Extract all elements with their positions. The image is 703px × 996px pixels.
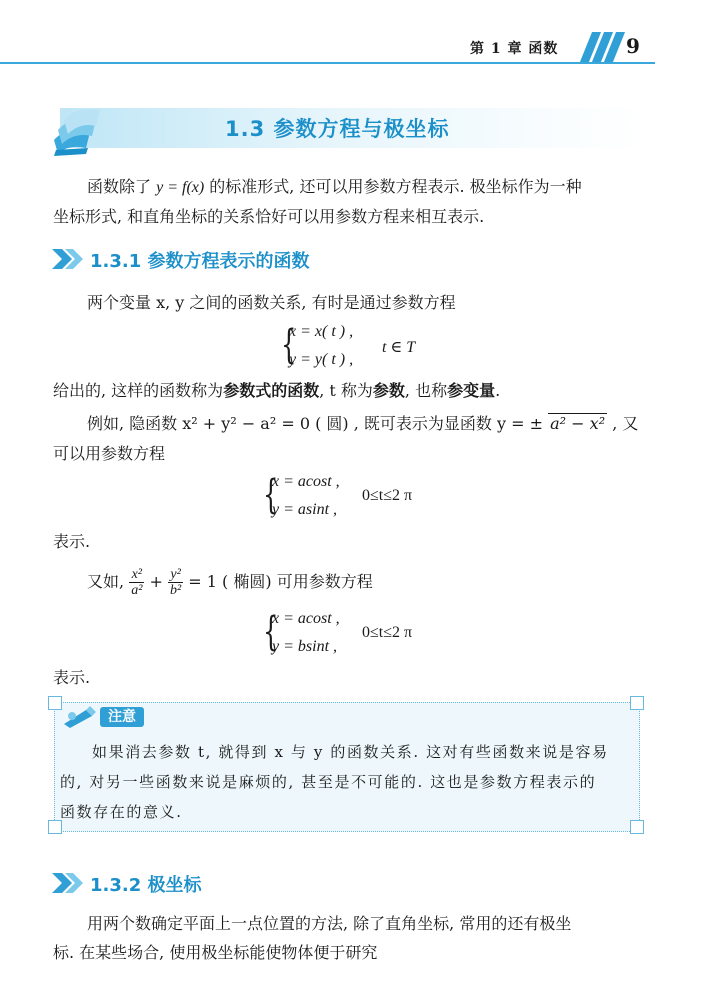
def-text: .	[495, 381, 501, 400]
polar-line-1: 用两个数确定平面上一点位置的方法, 除了直角坐标, 常用的还有极坐	[87, 914, 572, 933]
example-1-line-2: 可以用参数方程	[53, 444, 166, 463]
sys3-eq2: y = bsint ,	[272, 638, 338, 655]
header-rule	[0, 62, 655, 64]
brace-3: {	[263, 609, 279, 655]
page-number: 9	[626, 34, 640, 58]
polar-line-2: 标. 在某些场合, 使用极坐标能使物体便于研究	[53, 943, 378, 962]
sys2-condition: 0≤t≤2 π	[362, 487, 413, 504]
plus-sign: +	[149, 572, 163, 591]
note-label: 注意	[100, 707, 144, 727]
sys3-condition: 0≤t≤2 π	[362, 624, 413, 641]
double-chevron-icon	[52, 873, 86, 893]
pencil-icon	[62, 706, 98, 728]
frac-den: b²	[169, 583, 182, 598]
frac-num: y²	[168, 567, 183, 583]
sys1-eq1: x = x( t ) ,	[289, 323, 354, 340]
sys2-eq1: x = acost ,	[272, 473, 340, 490]
example-text: 例如, 隐函数 x² + y² − a² = 0 ( 圆) , 既可表示为显函数 y = ±	[87, 414, 549, 433]
def-term: 参变量	[447, 381, 496, 400]
frac-den: a²	[131, 583, 143, 598]
sqrt-expression: a² − x²	[550, 414, 606, 433]
fraction-x	[129, 567, 144, 598]
frac-num: x²	[129, 567, 144, 583]
example-1-line	[87, 413, 638, 435]
sys1-condition: t ∈ T	[382, 339, 416, 356]
sys2-eq2: y = asint ,	[272, 501, 338, 518]
biaoshi-2: 表示.	[53, 668, 91, 687]
note-corner	[630, 696, 644, 710]
def-text: , 也称	[404, 381, 448, 400]
def-term: 参数式的函数	[223, 381, 320, 400]
def-term: 参数	[372, 381, 405, 400]
note-corner	[48, 696, 62, 710]
note-line-3: 函数存在的意义.	[60, 803, 183, 821]
note-corner	[630, 820, 644, 834]
example-text: 又如,	[87, 572, 125, 591]
intro-text: 函数除了	[87, 177, 157, 196]
intro-line-2: 坐标形式, 和直角坐标的关系恰好可以用参数方程来相互表示.	[53, 207, 485, 226]
note-line-1: 如果消去参数 t, 就得到 x 与 y 的函数关系. 这对有些函数来说是容易	[92, 743, 609, 761]
example-text: , 又	[607, 414, 639, 433]
biaoshi-1: 表示.	[53, 532, 91, 551]
note-line-2: 的, 对另一些函数来说是麻烦的, 甚至是不可能的. 这也是参数方程表示的	[60, 773, 597, 791]
example-text: = 1 ( 椭圆) 可用参数方程	[188, 572, 373, 591]
sys3-eq1: x = acost ,	[272, 610, 340, 627]
brace-1: {	[281, 322, 297, 368]
double-chevron-icon	[52, 249, 86, 269]
subsection-heading-1: 1.3.1 参数方程表示的函数	[90, 251, 310, 272]
intro-line-1	[87, 176, 582, 199]
def-text: 给出的, 这样的函数称为	[53, 381, 224, 400]
def-text: , t 称为	[319, 381, 373, 400]
section-title: 1.3 参数方程与极坐标	[225, 117, 450, 141]
book-pages-icon	[48, 100, 106, 158]
brace-2: {	[263, 472, 279, 518]
chapter-label: 第 1 章 函数	[470, 41, 559, 57]
fraction-y	[168, 567, 183, 598]
sys1-eq2: y = y( t ) ,	[289, 351, 354, 368]
example-2-line	[87, 560, 373, 604]
definition-line	[53, 380, 500, 402]
intro-math: y = f(x)	[156, 179, 205, 196]
paragraph-variables: 两个变量 x, y 之间的函数关系, 有时是通过参数方程	[87, 293, 456, 312]
subsection-heading-2: 1.3.2 极坐标	[90, 875, 202, 896]
intro-text: 的标准形式, 还可以用参数方程表示. 极坐标作为一种	[204, 177, 582, 196]
